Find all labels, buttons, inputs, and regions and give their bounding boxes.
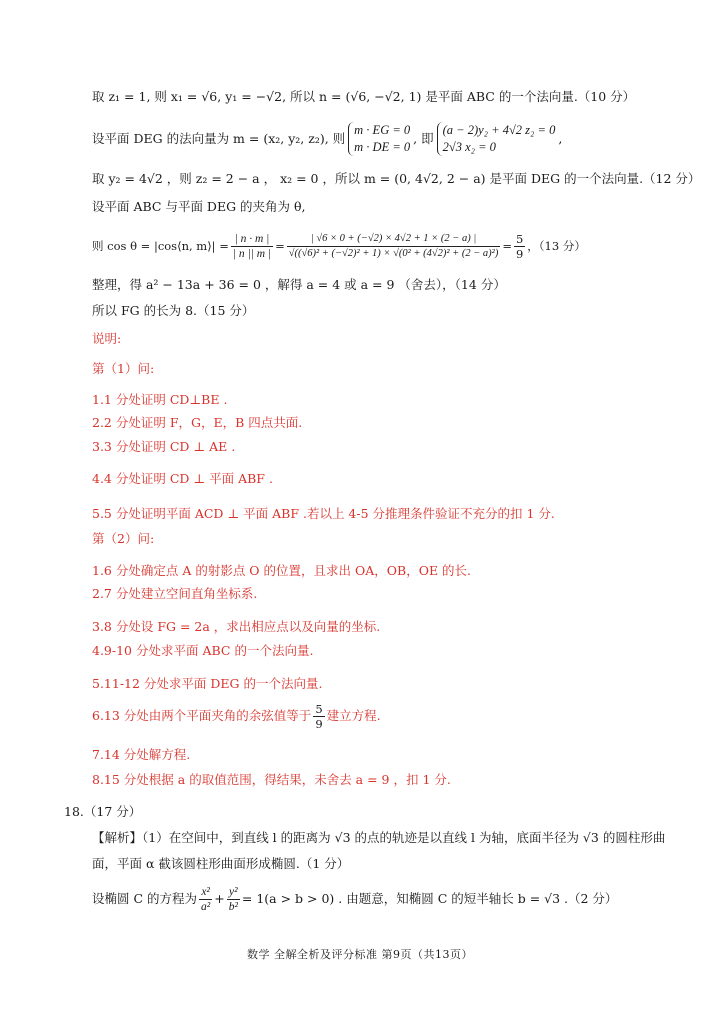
ellipse-conclusion: = 1(a > b > 0) . 由题意，知椭圆 C 的短半轴长 b = √3 .（2 分） <box>241 891 618 906</box>
equals-sign: = <box>275 239 285 253</box>
system-eq-de: m · DE = 0 <box>354 140 411 154</box>
solution-line-normal-abc: 取 z₁ = 1, 则 x₁ = √6, y₁ = −√2, 所以 n = (√6, −√2, 1) 是平面 ABC 的一个法向量.（10 分） <box>92 89 636 104</box>
system-eq-1: (a − 2)y₂ + 4√2 z₂ = 0 <box>442 123 556 137</box>
question-18-heading: 18.（17 分） <box>64 804 142 819</box>
question-18-paragraph-line: 【解析】（1）在空间中，到直线 l 的距离为 √3 的点的轨迹是以直线 l 为轴，底面半径为 √3 的圆柱形曲 <box>92 830 666 845</box>
ellipse-intro: 设椭圆 C 的方程为 <box>92 891 198 906</box>
fraction-numerator: x² <box>199 885 212 900</box>
notes-part2-heading: 第（2）问: <box>92 531 155 546</box>
fraction-denominator: √((√6)² + (−√2)² + 1) × √(0² + (4√2)² + (2 − a)²) <box>288 247 499 259</box>
note-item: 2.7 分处建立空间直角坐标系. <box>92 586 258 601</box>
fraction-numerator: 5 <box>515 231 524 246</box>
system-eq-eg: m · EG = 0 <box>354 123 411 137</box>
solution-line-normal-deg-system <box>92 118 680 160</box>
fraction-numerator: | n · m | <box>231 232 273 247</box>
note-item: 8.15 分处根据 a 的取值范围，得结果，未舍去 a = 9 ，扣 1 分. <box>92 772 451 787</box>
fraction-substituted <box>287 232 501 261</box>
cosine-intro: 则 cos θ = |cos⟨n, m⟩| = <box>92 239 229 253</box>
fraction-denominator: 9 <box>515 246 524 261</box>
system-intro: 设平面 DEG 的法向量为 m = (x₂, y₂, z₂), 则 <box>92 131 346 146</box>
system-end: , <box>558 131 563 146</box>
note-item: 3.8 分处设 FG = 2a ，求出相应点以及向量的坐标. <box>92 619 381 634</box>
note-item: 4.4 分处证明 CD ⊥ 平面 ABF . <box>92 471 273 486</box>
fraction-numerator: 5 <box>315 701 323 716</box>
note-item: 7.14 分处解方程. <box>92 747 191 762</box>
note-item: 4.9-10 分处求平面 ABC 的一个法向量. <box>92 643 314 658</box>
equation-system-coords <box>437 122 556 156</box>
note-item: 1.1 分处证明 CD⊥BE . <box>92 392 228 407</box>
note-item: 3.3 分处证明 CD ⊥ AE . <box>92 439 236 454</box>
fraction-denominator: | n || m | <box>232 247 272 260</box>
fraction-five-ninths <box>514 232 525 261</box>
question-18-paragraph-line: 面，平面 α 截该圆柱形曲面形成椭圆.（1 分） <box>92 856 350 871</box>
fraction-y-squared <box>227 885 240 914</box>
fraction-numerator: y² <box>227 885 240 900</box>
equals-sign: = <box>502 239 512 253</box>
note-item-fraction <box>92 698 680 734</box>
system-eq-2: 2√3 x₂ = 0 <box>442 140 496 154</box>
solution-line-solve: 整理，得 a² − 13a + 36 = 0 ，解得 a = 4 或 a = 9 （舍去），（14 分） <box>92 277 506 292</box>
fraction-denominator: a² <box>201 900 211 913</box>
note-item: 2.2 分处证明 F，G，E，B 四点共面. <box>92 415 303 430</box>
solution-line-normal-m: 取 y₂ = 4√2 ，则 z₂ = 2 − a ， x₂ = 0 ，所以 m = (0, 4√2, 2 − a) 是平面 DEG 的一个法向量.（12 分） <box>92 171 701 186</box>
page-footer: 数学 全解全析及评分标准 第9页（共13页） <box>247 948 473 961</box>
fraction-denominator: 9 <box>315 716 323 731</box>
fraction-denominator: b² <box>228 900 238 913</box>
notes-title: 说明: <box>92 331 122 346</box>
system-connector: , 即 <box>413 131 434 146</box>
solution-line-angle: 设平面 ABC 与平面 DEG 的夹角为 θ, <box>92 199 306 214</box>
note-text: 6.13 分处由两个平面夹角的余弦值等于 <box>92 708 312 723</box>
plus-sign: + <box>214 891 225 906</box>
note-item: 5.11-12 分处求平面 DEG 的一个法向量. <box>92 676 323 691</box>
note-text: 建立方程. <box>326 708 381 723</box>
solution-line-result: 所以 FG 的长为 8.（15 分） <box>92 303 255 318</box>
fraction-x-squared <box>199 885 212 914</box>
fraction-numerator: | √6 × 0 + (−√2) × 4√2 + 1 × (2 − a) | <box>287 232 501 247</box>
question-18-ellipse-equation <box>92 880 680 918</box>
equation-system-vector <box>348 122 410 156</box>
note-item: 5.5 分处证明平面 ACD ⊥ 平面 ABF .若以上 4-5 分推理条件验证不充分的扣 1 分. <box>92 506 555 521</box>
fraction-dot-over-norms <box>231 232 273 261</box>
score-note: ，（13 分） <box>527 239 586 253</box>
fraction-five-ninths <box>313 702 324 731</box>
note-item: 1.6 分处确定点 A 的射影点 O 的位置，且求出 OA，OB，OE 的长. <box>92 563 472 578</box>
solution-line-cosine <box>92 226 680 266</box>
notes-part1-heading: 第（1）问: <box>92 361 155 376</box>
